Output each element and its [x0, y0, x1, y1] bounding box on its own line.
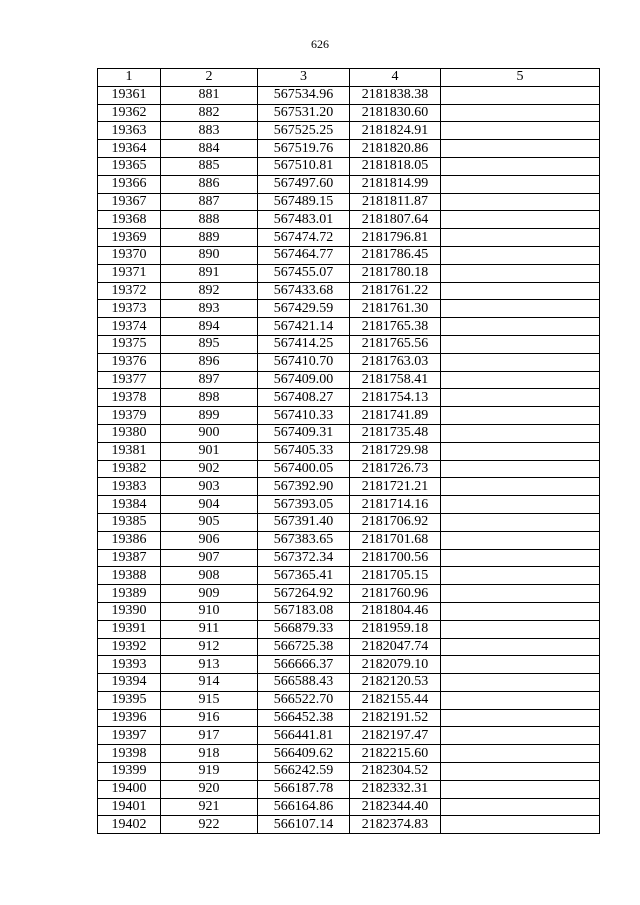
cell-col-2: 911 — [161, 620, 258, 638]
table-row — [98, 407, 600, 425]
cell-col-3: 566879.33 — [258, 620, 350, 638]
cell-col-4: 2181741.89 — [350, 407, 441, 425]
cell-col-4: 2181763.03 — [350, 353, 441, 371]
cell-col-4: 2181818.05 — [350, 157, 441, 175]
cell-col-3: 566588.43 — [258, 674, 350, 692]
table-row — [98, 442, 600, 460]
table-body — [98, 86, 600, 833]
cell-col-5 — [441, 549, 600, 567]
cell-col-1: 19380 — [98, 424, 161, 442]
cell-col-4: 2182191.52 — [350, 709, 441, 727]
cell-col-1: 19393 — [98, 656, 161, 674]
cell-col-2: 889 — [161, 229, 258, 247]
table-row — [98, 567, 600, 585]
cell-col-2: 890 — [161, 246, 258, 264]
table-row — [98, 549, 600, 567]
column-header-2: 2 — [161, 69, 258, 87]
table-row — [98, 602, 600, 620]
cell-col-5 — [441, 264, 600, 282]
cell-col-1: 19402 — [98, 816, 161, 834]
cell-col-5 — [441, 389, 600, 407]
cell-col-2: 897 — [161, 371, 258, 389]
column-header-3: 3 — [258, 69, 350, 87]
cell-col-1: 19379 — [98, 407, 161, 425]
cell-col-5 — [441, 122, 600, 140]
table-row — [98, 353, 600, 371]
cell-col-5 — [441, 246, 600, 264]
cell-col-2: 907 — [161, 549, 258, 567]
cell-col-3: 567408.27 — [258, 389, 350, 407]
cell-col-4: 2182197.47 — [350, 727, 441, 745]
cell-col-3: 567474.72 — [258, 229, 350, 247]
table-row — [98, 122, 600, 140]
cell-col-1: 19375 — [98, 335, 161, 353]
cell-col-2: 905 — [161, 513, 258, 531]
table-row — [98, 282, 600, 300]
table-row — [98, 193, 600, 211]
column-header-1: 1 — [98, 69, 161, 87]
cell-col-5 — [441, 300, 600, 318]
cell-col-2: 912 — [161, 638, 258, 656]
cell-col-4: 2181804.46 — [350, 602, 441, 620]
cell-col-5 — [441, 371, 600, 389]
cell-col-4: 2182344.40 — [350, 798, 441, 816]
table-row — [98, 513, 600, 531]
cell-col-2: 883 — [161, 122, 258, 140]
cell-col-1: 19390 — [98, 602, 161, 620]
cell-col-5 — [441, 585, 600, 603]
cell-col-3: 567531.20 — [258, 104, 350, 122]
cell-col-3: 567497.60 — [258, 175, 350, 193]
cell-col-1: 19378 — [98, 389, 161, 407]
table-row — [98, 478, 600, 496]
cell-col-3: 567365.41 — [258, 567, 350, 585]
cell-col-4: 2181714.16 — [350, 496, 441, 514]
cell-col-2: 915 — [161, 691, 258, 709]
cell-col-5 — [441, 709, 600, 727]
table-header-row — [98, 69, 600, 87]
cell-col-2: 892 — [161, 282, 258, 300]
cell-col-2: 893 — [161, 300, 258, 318]
cell-col-4: 2181758.41 — [350, 371, 441, 389]
cell-col-1: 19372 — [98, 282, 161, 300]
table-row — [98, 157, 600, 175]
cell-col-1: 19392 — [98, 638, 161, 656]
cell-col-4: 2181780.18 — [350, 264, 441, 282]
cell-col-3: 567455.07 — [258, 264, 350, 282]
cell-col-5 — [441, 531, 600, 549]
cell-col-1: 19396 — [98, 709, 161, 727]
cell-col-1: 19388 — [98, 567, 161, 585]
cell-col-1: 19371 — [98, 264, 161, 282]
cell-col-1: 19389 — [98, 585, 161, 603]
cell-col-3: 567464.77 — [258, 246, 350, 264]
table-row — [98, 798, 600, 816]
cell-col-3: 567409.00 — [258, 371, 350, 389]
cell-col-5 — [441, 442, 600, 460]
cell-col-5 — [441, 282, 600, 300]
cell-col-5 — [441, 798, 600, 816]
cell-col-5 — [441, 86, 600, 104]
coordinates-table — [97, 68, 600, 834]
cell-col-1: 19394 — [98, 674, 161, 692]
cell-col-4: 2181959.18 — [350, 620, 441, 638]
cell-col-2: 903 — [161, 478, 258, 496]
cell-col-1: 19373 — [98, 300, 161, 318]
cell-col-2: 909 — [161, 585, 258, 603]
cell-col-1: 19361 — [98, 86, 161, 104]
table-row — [98, 104, 600, 122]
cell-col-3: 567410.70 — [258, 353, 350, 371]
table-row — [98, 745, 600, 763]
table-row — [98, 335, 600, 353]
table-row — [98, 460, 600, 478]
table-row — [98, 246, 600, 264]
cell-col-5 — [441, 496, 600, 514]
page-number: 626 — [311, 37, 329, 51]
cell-col-5 — [441, 318, 600, 336]
cell-col-1: 19366 — [98, 175, 161, 193]
cell-col-5 — [441, 656, 600, 674]
cell-col-5 — [441, 104, 600, 122]
cell-col-2: 886 — [161, 175, 258, 193]
cell-col-2: 881 — [161, 86, 258, 104]
table-row — [98, 531, 600, 549]
cell-col-5 — [441, 229, 600, 247]
cell-col-3: 566107.14 — [258, 816, 350, 834]
cell-col-3: 567264.92 — [258, 585, 350, 603]
cell-col-2: 904 — [161, 496, 258, 514]
cell-col-1: 19398 — [98, 745, 161, 763]
cell-col-4: 2181765.56 — [350, 335, 441, 353]
cell-col-4: 2182120.53 — [350, 674, 441, 692]
cell-col-4: 2181830.60 — [350, 104, 441, 122]
cell-col-2: 908 — [161, 567, 258, 585]
cell-col-1: 19383 — [98, 478, 161, 496]
cell-col-2: 920 — [161, 780, 258, 798]
table-row — [98, 727, 600, 745]
cell-col-2: 901 — [161, 442, 258, 460]
cell-col-2: 888 — [161, 211, 258, 229]
cell-col-2: 906 — [161, 531, 258, 549]
cell-col-3: 567405.33 — [258, 442, 350, 460]
cell-col-5 — [441, 674, 600, 692]
cell-col-4: 2181820.86 — [350, 140, 441, 158]
cell-col-3: 566164.86 — [258, 798, 350, 816]
table-row — [98, 389, 600, 407]
cell-col-1: 19370 — [98, 246, 161, 264]
cell-col-3: 567489.15 — [258, 193, 350, 211]
table-row — [98, 496, 600, 514]
cell-col-5 — [441, 727, 600, 745]
cell-col-1: 19395 — [98, 691, 161, 709]
cell-col-5 — [441, 780, 600, 798]
cell-col-4: 2181701.68 — [350, 531, 441, 549]
table-row — [98, 709, 600, 727]
cell-col-5 — [441, 175, 600, 193]
cell-col-1: 19382 — [98, 460, 161, 478]
cell-col-5 — [441, 424, 600, 442]
cell-col-3: 567534.96 — [258, 86, 350, 104]
column-header-5: 5 — [441, 69, 600, 87]
table-row — [98, 656, 600, 674]
cell-col-2: 921 — [161, 798, 258, 816]
table-row — [98, 424, 600, 442]
cell-col-3: 566452.38 — [258, 709, 350, 727]
cell-col-5 — [441, 513, 600, 531]
cell-col-2: 922 — [161, 816, 258, 834]
cell-col-4: 2182079.10 — [350, 656, 441, 674]
cell-col-3: 567392.90 — [258, 478, 350, 496]
table-row — [98, 816, 600, 834]
cell-col-2: 913 — [161, 656, 258, 674]
cell-col-1: 19362 — [98, 104, 161, 122]
cell-col-3: 567421.14 — [258, 318, 350, 336]
cell-col-2: 918 — [161, 745, 258, 763]
cell-col-4: 2181761.30 — [350, 300, 441, 318]
cell-col-4: 2181838.38 — [350, 86, 441, 104]
table-row — [98, 780, 600, 798]
column-header-4: 4 — [350, 69, 441, 87]
cell-col-4: 2181721.21 — [350, 478, 441, 496]
cell-col-3: 567429.59 — [258, 300, 350, 318]
cell-col-1: 19368 — [98, 211, 161, 229]
cell-col-3: 567483.01 — [258, 211, 350, 229]
cell-col-3: 566441.81 — [258, 727, 350, 745]
cell-col-4: 2182304.52 — [350, 763, 441, 781]
cell-col-2: 891 — [161, 264, 258, 282]
cell-col-2: 914 — [161, 674, 258, 692]
cell-col-4: 2182374.83 — [350, 816, 441, 834]
table-row — [98, 140, 600, 158]
cell-col-4: 2182332.31 — [350, 780, 441, 798]
cell-col-3: 567383.65 — [258, 531, 350, 549]
cell-col-5 — [441, 407, 600, 425]
cell-col-4: 2182047.74 — [350, 638, 441, 656]
cell-col-4: 2181824.91 — [350, 122, 441, 140]
table-row — [98, 229, 600, 247]
cell-col-4: 2181761.22 — [350, 282, 441, 300]
cell-col-3: 566522.70 — [258, 691, 350, 709]
cell-col-2: 898 — [161, 389, 258, 407]
cell-col-5 — [441, 816, 600, 834]
cell-col-3: 566187.78 — [258, 780, 350, 798]
cell-col-1: 19374 — [98, 318, 161, 336]
cell-col-3: 567519.76 — [258, 140, 350, 158]
table-row — [98, 300, 600, 318]
cell-col-3: 567409.31 — [258, 424, 350, 442]
cell-col-4: 2181765.38 — [350, 318, 441, 336]
cell-col-1: 19384 — [98, 496, 161, 514]
cell-col-5 — [441, 140, 600, 158]
cell-col-5 — [441, 460, 600, 478]
cell-col-3: 566409.62 — [258, 745, 350, 763]
cell-col-5 — [441, 691, 600, 709]
cell-col-1: 19367 — [98, 193, 161, 211]
cell-col-4: 2181729.98 — [350, 442, 441, 460]
cell-col-4: 2181700.56 — [350, 549, 441, 567]
table-row — [98, 318, 600, 336]
cell-col-1: 19376 — [98, 353, 161, 371]
cell-col-1: 19386 — [98, 531, 161, 549]
cell-col-3: 566725.38 — [258, 638, 350, 656]
cell-col-3: 567391.40 — [258, 513, 350, 531]
cell-col-2: 919 — [161, 763, 258, 781]
cell-col-5 — [441, 602, 600, 620]
cell-col-3: 567183.08 — [258, 602, 350, 620]
table-row — [98, 211, 600, 229]
table-row — [98, 585, 600, 603]
table-row — [98, 371, 600, 389]
cell-col-3: 567433.68 — [258, 282, 350, 300]
cell-col-4: 2181735.48 — [350, 424, 441, 442]
table-row — [98, 638, 600, 656]
cell-col-5 — [441, 157, 600, 175]
cell-col-3: 567400.05 — [258, 460, 350, 478]
table-row — [98, 264, 600, 282]
cell-col-4: 2181807.64 — [350, 211, 441, 229]
cell-col-4: 2181706.92 — [350, 513, 441, 531]
cell-col-4: 2181726.73 — [350, 460, 441, 478]
cell-col-1: 19400 — [98, 780, 161, 798]
cell-col-5 — [441, 335, 600, 353]
cell-col-2: 894 — [161, 318, 258, 336]
cell-col-1: 19377 — [98, 371, 161, 389]
cell-col-3: 567510.81 — [258, 157, 350, 175]
cell-col-2: 910 — [161, 602, 258, 620]
table-row — [98, 175, 600, 193]
cell-col-1: 19397 — [98, 727, 161, 745]
cell-col-2: 885 — [161, 157, 258, 175]
cell-col-3: 567410.33 — [258, 407, 350, 425]
cell-col-5 — [441, 745, 600, 763]
cell-col-1: 19381 — [98, 442, 161, 460]
cell-col-5 — [441, 193, 600, 211]
cell-col-1: 19399 — [98, 763, 161, 781]
cell-col-4: 2181786.45 — [350, 246, 441, 264]
table-row — [98, 620, 600, 638]
cell-col-3: 567414.25 — [258, 335, 350, 353]
cell-col-1: 19387 — [98, 549, 161, 567]
cell-col-2: 900 — [161, 424, 258, 442]
cell-col-1: 19391 — [98, 620, 161, 638]
cell-col-4: 2181760.96 — [350, 585, 441, 603]
cell-col-1: 19369 — [98, 229, 161, 247]
cell-col-5 — [441, 763, 600, 781]
cell-col-4: 2182155.44 — [350, 691, 441, 709]
cell-col-5 — [441, 211, 600, 229]
cell-col-1: 19364 — [98, 140, 161, 158]
cell-col-5 — [441, 478, 600, 496]
cell-col-5 — [441, 353, 600, 371]
cell-col-5 — [441, 620, 600, 638]
cell-col-1: 19401 — [98, 798, 161, 816]
cell-col-5 — [441, 567, 600, 585]
cell-col-2: 884 — [161, 140, 258, 158]
cell-col-2: 917 — [161, 727, 258, 745]
cell-col-2: 882 — [161, 104, 258, 122]
cell-col-1: 19363 — [98, 122, 161, 140]
cell-col-4: 2181814.99 — [350, 175, 441, 193]
cell-col-2: 895 — [161, 335, 258, 353]
cell-col-3: 567393.05 — [258, 496, 350, 514]
cell-col-3: 566666.37 — [258, 656, 350, 674]
table-row — [98, 763, 600, 781]
cell-col-2: 899 — [161, 407, 258, 425]
cell-col-5 — [441, 638, 600, 656]
cell-col-2: 896 — [161, 353, 258, 371]
cell-col-4: 2181754.13 — [350, 389, 441, 407]
cell-col-4: 2182215.60 — [350, 745, 441, 763]
cell-col-2: 902 — [161, 460, 258, 478]
cell-col-4: 2181705.15 — [350, 567, 441, 585]
cell-col-3: 567372.34 — [258, 549, 350, 567]
cell-col-2: 887 — [161, 193, 258, 211]
cell-col-1: 19365 — [98, 157, 161, 175]
cell-col-3: 566242.59 — [258, 763, 350, 781]
cell-col-4: 2181796.81 — [350, 229, 441, 247]
table-row — [98, 86, 600, 104]
cell-col-3: 567525.25 — [258, 122, 350, 140]
cell-col-4: 2181811.87 — [350, 193, 441, 211]
cell-col-1: 19385 — [98, 513, 161, 531]
table-row — [98, 674, 600, 692]
cell-col-2: 916 — [161, 709, 258, 727]
table-row — [98, 691, 600, 709]
